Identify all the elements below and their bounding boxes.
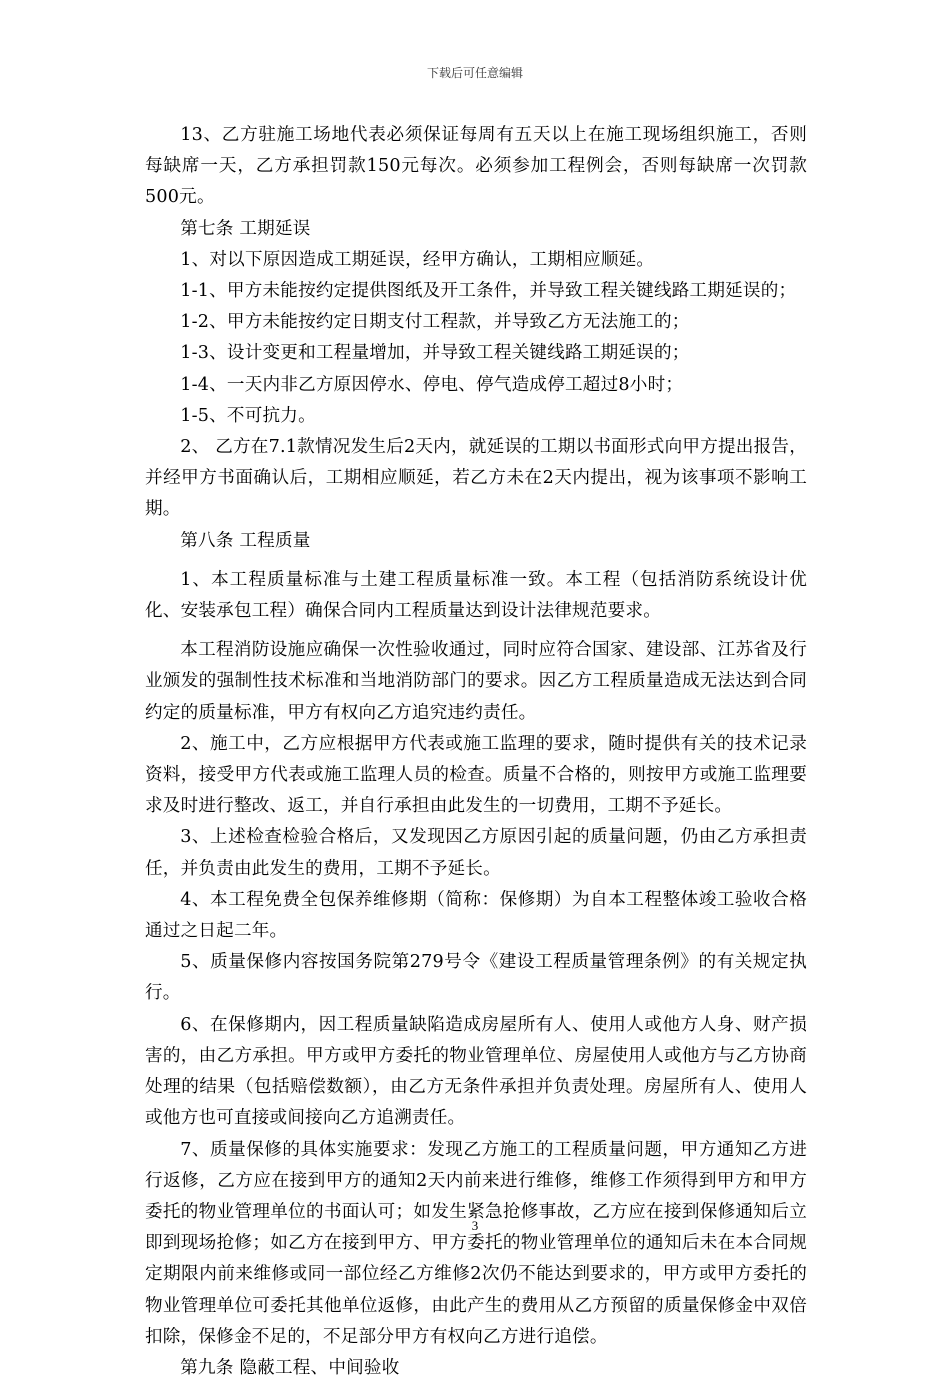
paragraph: 1-4、一天内非乙方原因停水、停电、停气造成停工超过8小时；: [180, 374, 684, 395]
paragraph: 本工程消防设施应确保一次性验收通过，同时应符合国家、建设部、江苏省及行业颁发的强制性技术标准和当地消防部门的要求。因乙方工程质量造成无法达到合同约定的质量标准，甲方有权向乙方追究违约责任。: [145, 640, 807, 723]
paragraph: 2、施工中，乙方应根据甲方代表或施工监理的要求，随时提供有关的技术记录资料，接受甲方代表或施工监理人员的检查。质量不合格的，则按甲方或施工监理要求及时进行整改、返工，并自行承担由此发生的一切费用，工期不予延长。: [145, 733, 807, 817]
page-number: 3: [471, 1218, 479, 1233]
document-body: [145, 120, 807, 1384]
paragraph: 1-1、甲方未能按约定提供图纸及开工条件，并导致工程关键线路工期延误的；: [180, 281, 797, 302]
paragraph: 1、本工程质量标准与土建工程质量标准一致。本工程（包括消防系统设计优化、安装承包工程）确保合同内工程质量达到设计法律规范要求。: [145, 569, 807, 622]
paragraph: 2、 乙方在7.1款情况发生后2天内，就延误的工期以书面形式向甲方提出报告，并经甲方书面确认后，工期相应顺延，若乙方未在2天内提出，视为该事项不影响工期。: [145, 437, 807, 520]
paragraph: 1-2、甲方未能按约定日期支付工程款，并导致乙方无法施工的；: [180, 312, 690, 333]
paragraph: 1-5、不可抗力。: [180, 405, 316, 426]
page-header: 下载后可任意编辑: [426, 66, 523, 80]
paragraph: 6、在保修期内，因工程质量缺陷造成房屋所有人、使用人或他方人身、财产损害的，由乙方承担。甲方或甲方委托的物业管理单位、房屋使用人或他方与乙方协商处理的结果（包括赔偿数额），由乙方无条件承担并负责处理。房屋所有人、使用人或他方也可直接或间接向乙方追溯责任。: [145, 1014, 807, 1129]
section-heading: 第七条 工期延误: [180, 218, 311, 239]
paragraph: 1-3、设计变更和工程量增加，并导致工程关键线路工期延误的；: [180, 343, 690, 364]
section-heading: 第九条 隐蔽工程、中间验收: [180, 1357, 400, 1378]
paragraph: 1、对以下原因造成工期延误，经甲方确认，工期相应顺延。: [180, 249, 655, 270]
paragraph: 7、质量保修的具体实施要求：发现乙方施工的工程质量问题，甲方通知乙方进行返修，乙方应在接到甲方的通知2天内前来进行维修，维修工作须得到甲方和甲方委托的物业管理单位的书面认可；如发生紧急抢修事故，乙方应在接到保修通知后立即到现场抢修；如乙方在接到甲方、甲方委托的物业管理单位的通知后未在本合同规定期限内前来维修或同一部位经乙方维修2次仍不能达到要求的，甲方或甲方委托的物业管理单位可委托其他单位返修，由此产生的费用从乙方预留的质量保修金中双倍扣除，保修金不足的，不足部分甲方有权向乙方进行追偿。: [145, 1139, 807, 1347]
paragraph: 4、本工程免费全包保养维修期（简称：保修期）为自本工程整体竣工验收合格通过之日起二年。: [145, 889, 807, 942]
section-heading: 第八条 工程质量: [180, 530, 311, 551]
paragraph: 13、乙方驻施工场地代表必须保证每周有五天以上在施工现场组织施工，否则每缺席一天，乙方承担罚款150元每次。必须参加工程例会，否则每缺席一次罚款500元。: [145, 125, 807, 208]
paragraph: 5、质量保修内容按国务院第279号令《建设工程质量管理条例》的有关规定执行。: [145, 952, 807, 1004]
paragraph: 3、上述检查检验合格后，又发现因乙方原因引起的质量问题，仍由乙方承担责任，并负责由此发生的费用，工期不予延长。: [145, 827, 807, 879]
